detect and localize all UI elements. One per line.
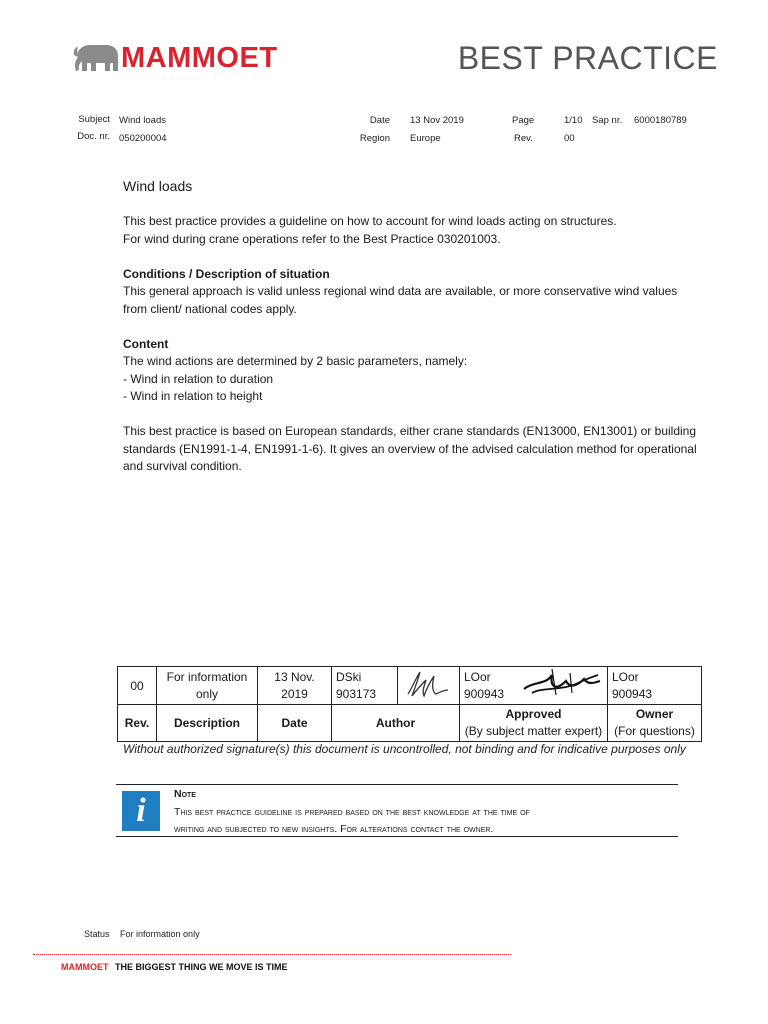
docnr-value: 050200004 (119, 133, 167, 144)
subject-value: Wind loads (119, 115, 166, 126)
revision-number: 00 (118, 667, 157, 705)
owner-cell (608, 667, 702, 705)
rev-label: Rev. (514, 133, 533, 144)
content-section (123, 336, 713, 406)
revision-row (118, 667, 702, 705)
status-value: For information only (120, 929, 200, 939)
intro-line: This best practice provides a guideline on how to account for wind loads acting on structures. (123, 214, 617, 228)
content-line: The wind actions are determined by 2 basic parameters, namely: (123, 354, 468, 368)
rev-value: 00 (564, 133, 575, 144)
status-label: Status (84, 929, 110, 939)
approved-signature (522, 665, 602, 701)
revision-description (157, 667, 258, 705)
docnr-label: Doc. nr. (77, 131, 110, 142)
intro-line: For wind during crane operations refer to the Best Practice 030201003. (123, 231, 501, 246)
approved-cell (460, 667, 608, 705)
mammoth-icon (72, 41, 120, 75)
author-name: DSki (336, 669, 362, 684)
document-body (123, 176, 713, 493)
content-line: - Wind in relation to duration (123, 371, 274, 386)
tagline-brand: MAMMOET (61, 962, 109, 972)
subject-label: Subject (78, 114, 110, 125)
header-approved (460, 705, 608, 742)
header-date: Date (258, 705, 332, 742)
page-title: Wind loads (123, 178, 193, 194)
intro-paragraph (123, 213, 713, 248)
owner-name: LOor (612, 669, 639, 684)
info-icon: i (122, 791, 160, 831)
content-heading: Content (123, 336, 169, 351)
region-label: Region (359, 133, 390, 144)
approved-name: LOor (464, 669, 491, 684)
owner-id: 900943 (612, 686, 653, 701)
revision-date-line: 13 Nov. (274, 669, 315, 684)
region-value: Europe (410, 133, 441, 144)
date-value: 13 Nov 2019 (410, 115, 464, 126)
revision-date (258, 667, 332, 705)
note-top-rule (116, 784, 678, 785)
header-approved-sub: (By subject matter expert) (464, 724, 603, 738)
header-rev: Rev. (118, 705, 157, 742)
basis-paragraph (123, 423, 713, 476)
conditions-line: from client/ national codes apply. (123, 301, 297, 316)
disclaimer: Without authorized signature(s) this document is uncontrolled, not binding and for indicative purposes only (123, 742, 686, 756)
header-owner (608, 705, 702, 742)
conditions-line: This general approach is valid unless regional wind data are available, or more conservative wind values (123, 284, 678, 298)
page-label: Page (512, 115, 535, 126)
author-signature (402, 668, 456, 700)
content-line: - Wind in relation to height (123, 389, 263, 403)
status-line (84, 929, 200, 939)
revision-table (117, 666, 702, 742)
revision-date-line: 2019 (281, 686, 308, 701)
date-label: Date (369, 115, 390, 126)
document-type: BEST PRACTICE (457, 40, 718, 76)
note-title: Note (174, 788, 196, 800)
header-author: Author (332, 705, 460, 742)
page-value: 1/10 (564, 115, 583, 126)
mammoet-logo (72, 38, 278, 78)
revision-header-row (118, 705, 702, 742)
header-description: Description (157, 705, 258, 742)
header-owner-title: Owner (635, 707, 674, 721)
author-cell (332, 667, 398, 705)
footer-tagline (61, 962, 288, 972)
note-line: This best practice guideline is prepared based on the best knowledge at the time of (174, 806, 530, 818)
author-id: 903173 (336, 686, 377, 701)
conditions-heading: Conditions / Description of situation (123, 266, 330, 281)
revision-description-line: only (195, 686, 218, 701)
note-body (174, 804, 674, 838)
footer-divider (33, 954, 511, 955)
sap-value: 6000180789 (634, 115, 687, 126)
author-signature-cell (398, 667, 460, 705)
basis-line: This best practice is based on European standards, either crane standards (EN13000, EN13001) or building (123, 424, 697, 438)
sap-label: Sap nr. (592, 115, 623, 126)
brand-name: MAMMOET (121, 41, 278, 74)
tagline-text: THE BIGGEST THING WE MOVE IS TIME (115, 962, 288, 972)
header-owner-sub: (For questions) (614, 724, 695, 738)
basis-line: and survival condition. (123, 459, 242, 473)
basis-line: standards (EN1991-1-4, EN1991-1-6). It gives an overview of the advised calculation method for operational (123, 441, 697, 456)
header-approved-title: Approved (505, 707, 562, 721)
note-line: writing and subjected to new insights. For alterations contact the owner. (174, 823, 494, 835)
conditions-section (123, 266, 713, 319)
approved-id: 900943 (464, 686, 505, 701)
note-bottom-rule (116, 836, 678, 837)
revision-description-line: For information (166, 669, 248, 684)
